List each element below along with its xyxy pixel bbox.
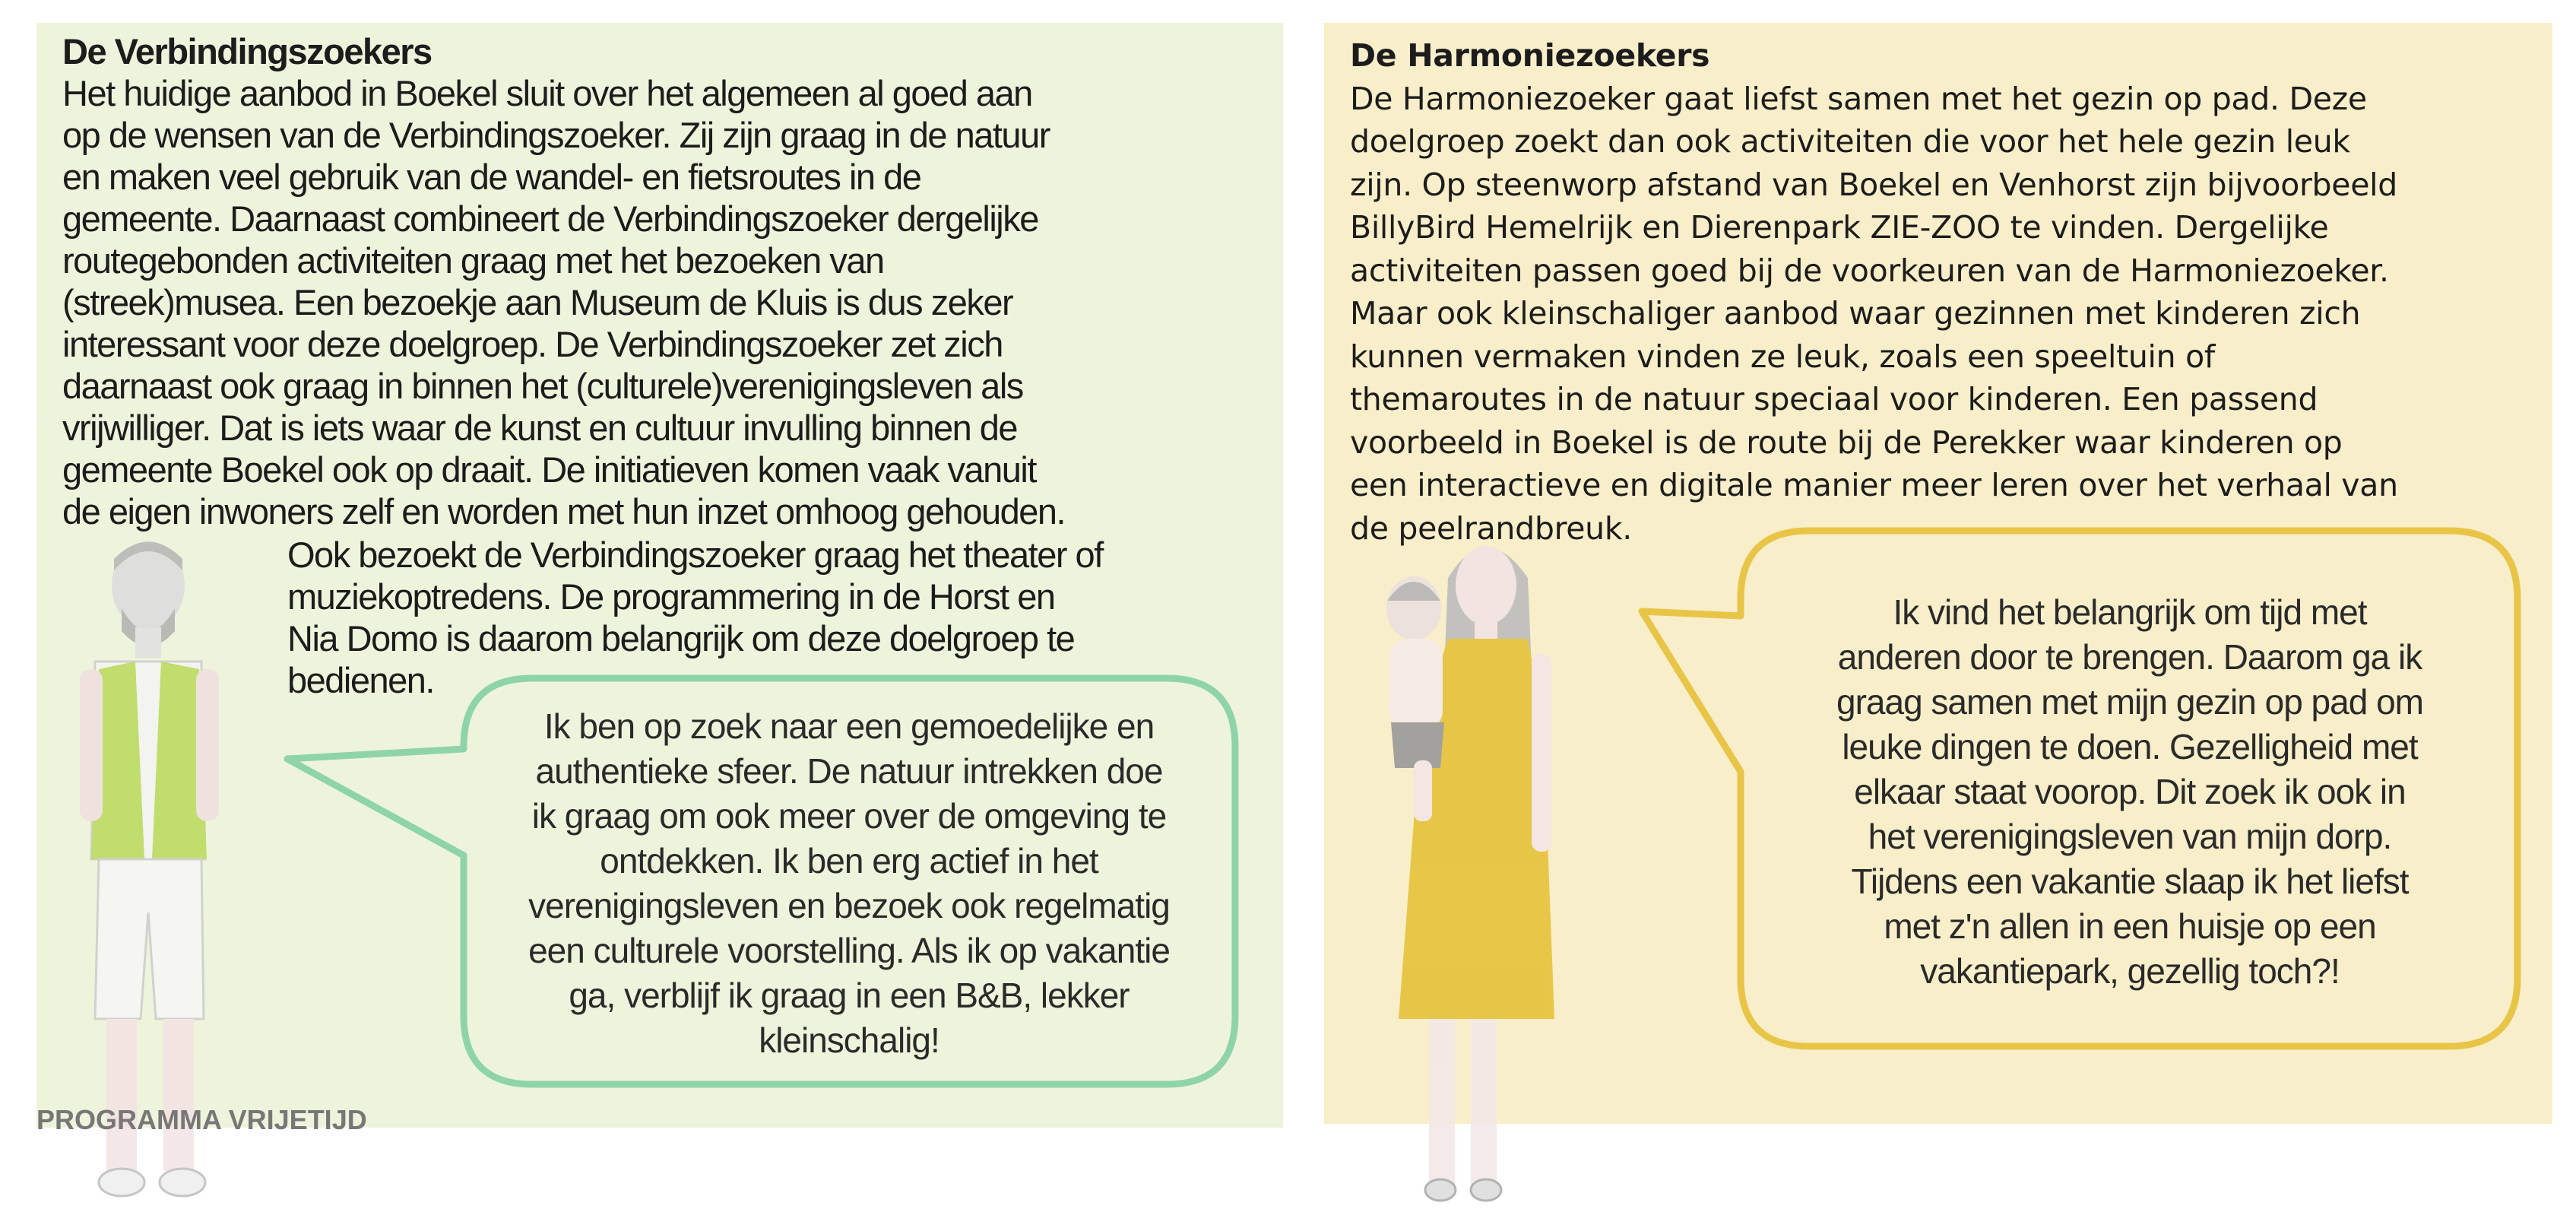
text-line: Tijdens een vakantie slaap ik het liefst [1851, 862, 2409, 901]
text-line: Het huidige aanbod in Boekel sluit over het algemeen al goed aan [62, 73, 1032, 113]
text-line: de eigen inwoners zelf en worden met hun inzet omhoog gehouden. [62, 491, 1066, 532]
text-line: op de wensen van de Verbindingszoeker. Zij zijn graag in de natuur [62, 115, 1050, 155]
text-line: (streek)musea. Een bezoekje aan Museum de Kluis is dus zeker [62, 282, 1013, 322]
right-paragraph [1350, 78, 2398, 551]
text-line: BillyBird Hemelrijk en Dierenpark ZIE-ZOO te vinden. Dergelijke [1350, 209, 2329, 246]
text-line: leuke dingen te doen. Gezelligheid met [1842, 727, 2418, 766]
text-line: Ik ben op zoek naar een gemoedelijke en [543, 706, 1155, 746]
text-line: doelgroep zoekt dan ook activiteiten die voor het hele gezin leuk [1350, 123, 2350, 160]
text-line: gemeente Boekel ook op draait. De initiatieven komen vaak vanuit [62, 449, 1036, 490]
text-line: De Harmoniezoeker gaat liefst samen met het gezin op pad. Deze [1350, 80, 2367, 117]
text-line: en maken veel gebruik van de wandel- en fietsroutes in de [62, 157, 921, 197]
text-line: een interactieve en digitale manier meer leren over het verhaal van [1350, 467, 2398, 503]
text-line: verenigingsleven en bezoek ook regelmatig [528, 886, 1170, 925]
text-line: een culturele voorstelling. Als ik op vakantie [528, 931, 1170, 970]
text-line: routegebonden activiteiten graag met het bezoeken van [62, 240, 884, 281]
text-line: met z'n allen in een huisje op een [1884, 906, 2376, 946]
text-line: Ook bezoekt de Verbindingszoeker graag het theater of [287, 535, 1103, 575]
right-quote [1836, 590, 2423, 994]
text-line: ontdekken. Ik ben erg actief in het [600, 841, 1098, 881]
left-text-block [62, 30, 1065, 532]
text-line: anderen door te brengen. Daarom ga ik [1837, 637, 2422, 677]
left-paragraph [62, 72, 1065, 532]
left-quote [528, 704, 1170, 1063]
text-line: activiteiten passen goed bij de voorkeuren van de Harmoniezoeker. [1350, 252, 2389, 289]
text-line: bedienen. [287, 660, 434, 700]
section-title: De Verbindingszoekers [62, 31, 432, 71]
text-line: kleinschalig! [759, 1020, 939, 1060]
text-line: zijn. Op steenworp afstand van Boekel en Venhorst zijn bijvoorbeeld [1350, 166, 2397, 203]
text-line: elkaar staat voorop. Dit zoek ik ook in [1854, 772, 2406, 811]
man-illustration [80, 541, 219, 1196]
text-line: kunnen vermaken vinden ze leuk, zoals een speeltuin of [1350, 338, 2215, 375]
text-line: themaroutes in de natuur speciaal voor kinderen. Een passend [1350, 381, 2318, 417]
text-line: graag samen met mijn gezin op pad om [1836, 682, 2423, 722]
text-line: vrijwilliger. Dat is iets waar de kunst en cultuur invulling binnen de [62, 408, 1018, 448]
section-title: De Harmoniezoekers [1350, 37, 1710, 74]
text-line: Nia Domo is daarom belangrijk om deze doelgroep te [287, 618, 1075, 658]
text-line: Ik vind het belangrijk om tijd met [1893, 592, 2367, 632]
footer-label: PROGRAMMA VRIJETIJD [36, 1104, 367, 1135]
text-line: gemeente. Daarnaast combineert de Verbindingszoeker dergelijke [62, 198, 1038, 239]
text-line: ga, verblijf ik graag in een B&B, lekker [569, 976, 1130, 1015]
text-line: interessant voor deze doelgroep. De Verbindingszoeker zet zich [62, 324, 1003, 364]
text-line: daarnaast ook graag in binnen het (culturele)verenigingsleven als [62, 366, 1023, 406]
text-line: muziekoptredens. De programmering in de Horst en [287, 576, 1055, 617]
text-line: ik graag om ook meer over de omgeving te [531, 796, 1167, 836]
woman-with-baby-illustration [1386, 546, 1554, 1201]
text-line: voorbeeld in Boekel is de route bij de Perekker waar kinderen op [1350, 424, 2343, 461]
right-text-block [1350, 34, 2398, 550]
text-line: Maar ook kleinschaliger aanbod waar gezinnen met kinderen zich [1350, 295, 2361, 332]
text-line: de peelrandbreuk. [1350, 509, 1633, 547]
text-line: het verenigingsleven van mijn dorp. [1868, 817, 2392, 856]
text-line: authentieke sfeer. De natuur intrekken doe [535, 751, 1163, 791]
text-line: vakantiepark, gezellig toch?! [1920, 951, 2340, 991]
left-paragraph-2 [287, 534, 1103, 701]
